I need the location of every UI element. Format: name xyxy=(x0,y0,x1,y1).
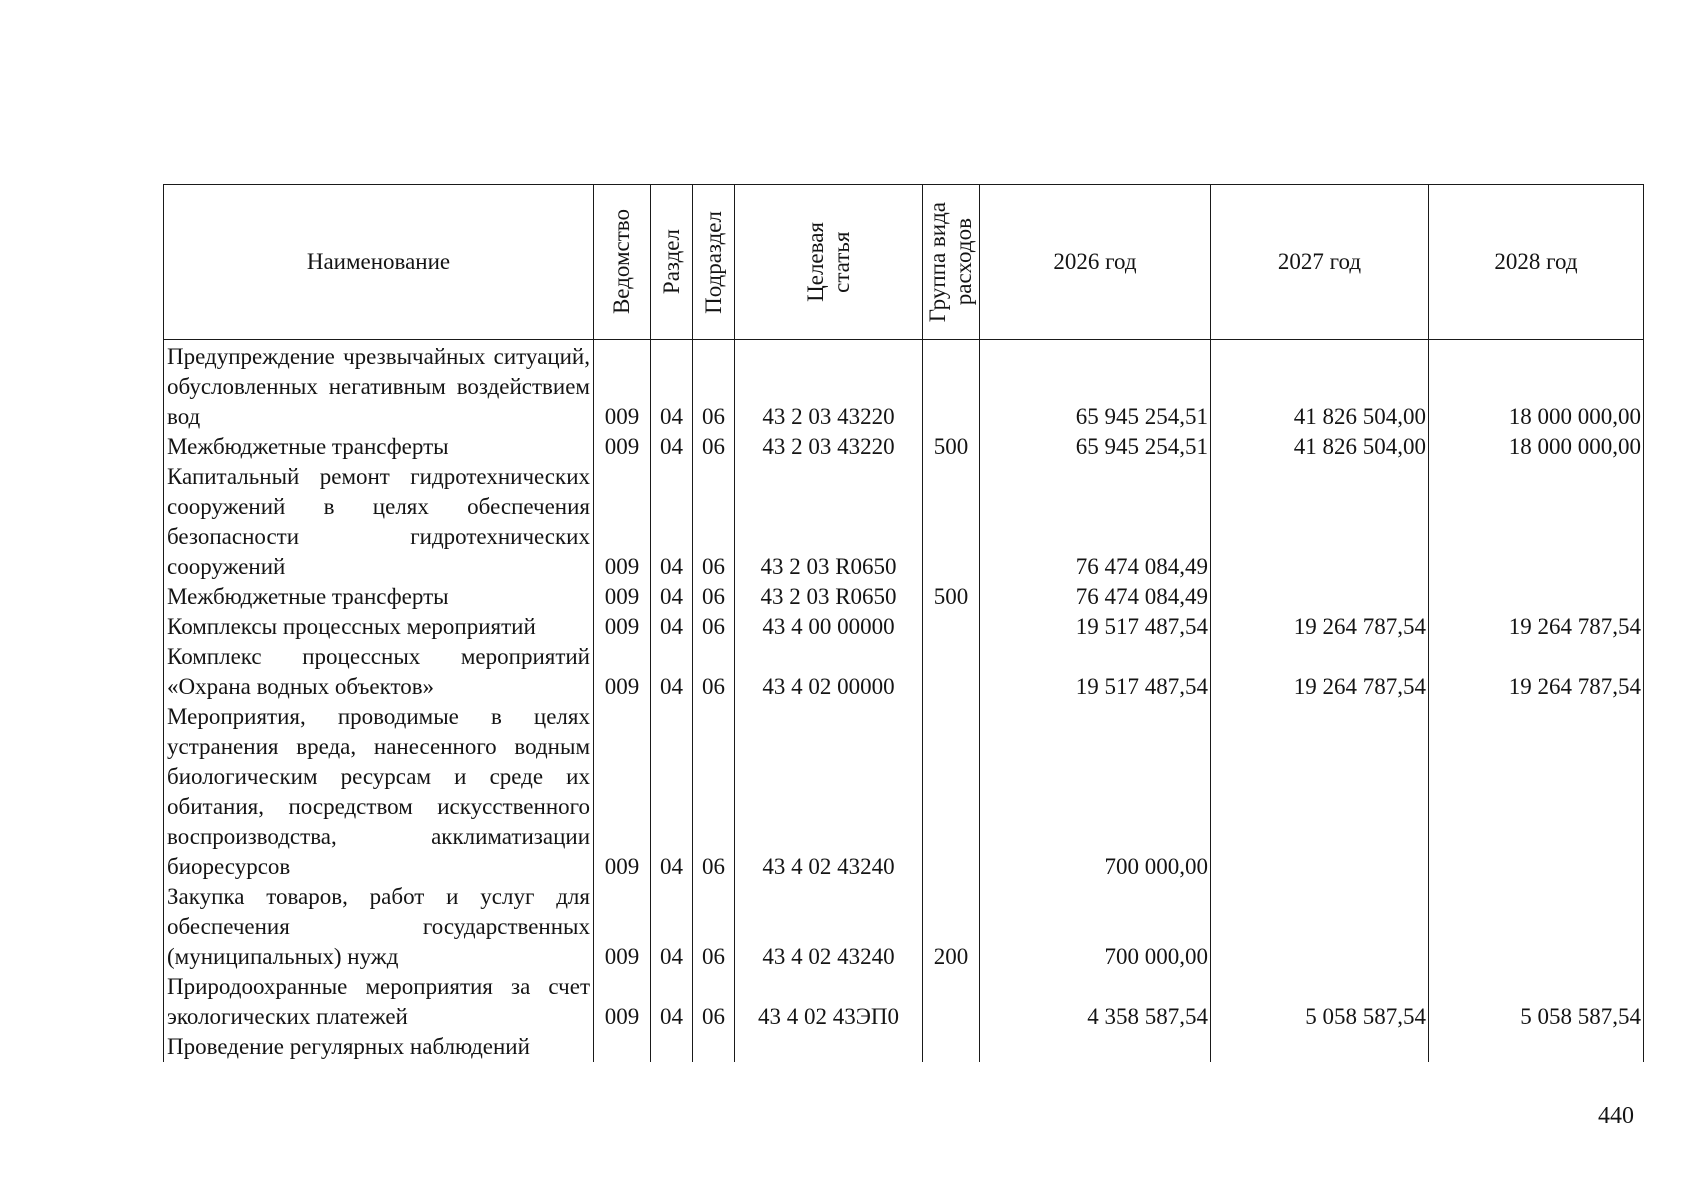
row-name-text: Мероприятия, проводимые в целях устранения вреда, нанесенного водным биологическим ресурсам и среде их обитания, посредством искусственного воспроизводства, акклиматизации биоресурсов xyxy=(167,704,590,879)
cell-subsection: 06 xyxy=(693,612,735,642)
cell-target-article: 43 4 02 43240 xyxy=(735,702,923,882)
row-name-text: Комплекс процессных мероприятий «Охрана водных объектов» xyxy=(167,644,590,699)
cell-target-article xyxy=(735,1032,923,1062)
cell-target-article: 43 4 00 00000 xyxy=(735,612,923,642)
table-row xyxy=(164,882,1644,972)
cell-name xyxy=(164,462,594,582)
cell-year3 xyxy=(1429,882,1644,972)
cell-year2: 41 826 504,00 xyxy=(1211,432,1429,462)
cell-section: 04 xyxy=(651,642,693,702)
cell-section: 04 xyxy=(651,972,693,1032)
row-name-text: Капитальный ремонт гидротехнических сооружений в целях обеспечения безопасности гидротехнических сооружений xyxy=(167,464,590,579)
cell-department: 009 xyxy=(594,340,651,433)
cell-year2 xyxy=(1211,1032,1429,1062)
cell-expense-group xyxy=(923,702,980,882)
budget-table xyxy=(163,184,1644,1062)
table-row xyxy=(164,582,1644,612)
cell-year2: 19 264 787,54 xyxy=(1211,642,1429,702)
cell-name xyxy=(164,1032,594,1062)
cell-expense-group: 200 xyxy=(923,882,980,972)
header-name: Наименование xyxy=(164,185,594,340)
page-number: 440 xyxy=(1598,1103,1634,1129)
cell-year3: 19 264 787,54 xyxy=(1429,642,1644,702)
table-row xyxy=(164,432,1644,462)
cell-year1 xyxy=(980,1032,1211,1062)
cell-name xyxy=(164,882,594,972)
cell-name xyxy=(164,582,594,612)
cell-subsection: 06 xyxy=(693,432,735,462)
cell-year2: 19 264 787,54 xyxy=(1211,612,1429,642)
cell-section: 04 xyxy=(651,582,693,612)
cell-target-article: 43 4 02 43240 xyxy=(735,882,923,972)
cell-year2 xyxy=(1211,582,1429,612)
cell-target-article: 43 2 03 R0650 xyxy=(735,462,923,582)
row-name-text: Межбюджетные трансферты xyxy=(167,584,449,609)
cell-year2 xyxy=(1211,882,1429,972)
cell-target-article: 43 4 02 00000 xyxy=(735,642,923,702)
header-target-article: Целевая статья xyxy=(735,185,923,340)
table-header xyxy=(164,185,1644,340)
cell-expense-group: 500 xyxy=(923,582,980,612)
cell-subsection: 06 xyxy=(693,972,735,1032)
cell-department: 009 xyxy=(594,582,651,612)
cell-year1: 19 517 487,54 xyxy=(980,642,1211,702)
row-name-text: Природоохранные мероприятия за счет экологических платежей xyxy=(167,974,590,1029)
header-department: Ведомство xyxy=(594,185,651,340)
header-subsection: Подраздел xyxy=(693,185,735,340)
cell-subsection xyxy=(693,1032,735,1062)
cell-section xyxy=(651,1032,693,1062)
cell-section: 04 xyxy=(651,340,693,433)
cell-department: 009 xyxy=(594,612,651,642)
row-name-text: Межбюджетные трансферты xyxy=(167,434,449,459)
cell-section: 04 xyxy=(651,462,693,582)
cell-department: 009 xyxy=(594,642,651,702)
cell-name xyxy=(164,642,594,702)
table-row xyxy=(164,612,1644,642)
header-section: Раздел xyxy=(651,185,693,340)
cell-name xyxy=(164,972,594,1032)
cell-subsection: 06 xyxy=(693,642,735,702)
cell-name xyxy=(164,612,594,642)
cell-expense-group xyxy=(923,340,980,433)
cell-year1: 19 517 487,54 xyxy=(980,612,1211,642)
table-body xyxy=(164,340,1644,1063)
cell-year2 xyxy=(1211,702,1429,882)
cell-expense-group: 500 xyxy=(923,432,980,462)
cell-year2: 5 058 587,54 xyxy=(1211,972,1429,1032)
cell-year3: 5 058 587,54 xyxy=(1429,972,1644,1032)
cell-year2 xyxy=(1211,462,1429,582)
header-year-2028: 2028 год xyxy=(1429,185,1644,340)
cell-department: 009 xyxy=(594,972,651,1032)
table-row xyxy=(164,1032,1644,1062)
cell-subsection: 06 xyxy=(693,582,735,612)
cell-department xyxy=(594,1032,651,1062)
cell-section: 04 xyxy=(651,612,693,642)
cell-name xyxy=(164,432,594,462)
table-row xyxy=(164,642,1644,702)
cell-target-article: 43 4 02 43ЭП0 xyxy=(735,972,923,1032)
cell-department: 009 xyxy=(594,462,651,582)
row-name-text: Проведение регулярных наблюдений xyxy=(167,1034,530,1059)
cell-year1: 76 474 084,49 xyxy=(980,582,1211,612)
cell-section: 04 xyxy=(651,432,693,462)
cell-year1: 65 945 254,51 xyxy=(980,340,1211,433)
cell-expense-group xyxy=(923,642,980,702)
cell-year1: 76 474 084,49 xyxy=(980,462,1211,582)
cell-subsection: 06 xyxy=(693,882,735,972)
cell-subsection: 06 xyxy=(693,340,735,433)
cell-department: 009 xyxy=(594,702,651,882)
cell-year3 xyxy=(1429,702,1644,882)
cell-section: 04 xyxy=(651,702,693,882)
header-year-2026: 2026 год xyxy=(980,185,1211,340)
cell-target-article: 43 2 03 43220 xyxy=(735,340,923,433)
cell-target-article: 43 2 03 R0650 xyxy=(735,582,923,612)
table-row xyxy=(164,702,1644,882)
cell-year1: 700 000,00 xyxy=(980,882,1211,972)
cell-year1: 4 358 587,54 xyxy=(980,972,1211,1032)
cell-expense-group xyxy=(923,462,980,582)
cell-year1: 65 945 254,51 xyxy=(980,432,1211,462)
cell-section: 04 xyxy=(651,882,693,972)
cell-name xyxy=(164,340,594,433)
cell-department: 009 xyxy=(594,882,651,972)
cell-year2: 41 826 504,00 xyxy=(1211,340,1429,433)
table-row xyxy=(164,340,1644,433)
cell-year3 xyxy=(1429,582,1644,612)
cell-year1: 700 000,00 xyxy=(980,702,1211,882)
header-expense-group: Группа вида расходов xyxy=(923,185,980,340)
cell-year3 xyxy=(1429,1032,1644,1062)
header-year-2027: 2027 год xyxy=(1211,185,1429,340)
cell-target-article: 43 2 03 43220 xyxy=(735,432,923,462)
cell-year3 xyxy=(1429,462,1644,582)
cell-year3: 18 000 000,00 xyxy=(1429,340,1644,433)
row-name-text: Комплексы процессных мероприятий xyxy=(167,614,536,639)
cell-expense-group xyxy=(923,972,980,1032)
row-name-text: Закупка товаров, работ и услуг для обеспечения государственных (муниципальных) нужд xyxy=(167,884,590,969)
cell-year3: 18 000 000,00 xyxy=(1429,432,1644,462)
cell-subsection: 06 xyxy=(693,702,735,882)
cell-subsection: 06 xyxy=(693,462,735,582)
cell-expense-group xyxy=(923,612,980,642)
cell-department: 009 xyxy=(594,432,651,462)
cell-name xyxy=(164,702,594,882)
cell-year3: 19 264 787,54 xyxy=(1429,612,1644,642)
table-row xyxy=(164,462,1644,582)
table-row xyxy=(164,972,1644,1032)
row-name-text: Предупреждение чрезвычайных ситуаций, обусловленных негативным воздействием вод xyxy=(167,344,590,429)
cell-expense-group xyxy=(923,1032,980,1062)
